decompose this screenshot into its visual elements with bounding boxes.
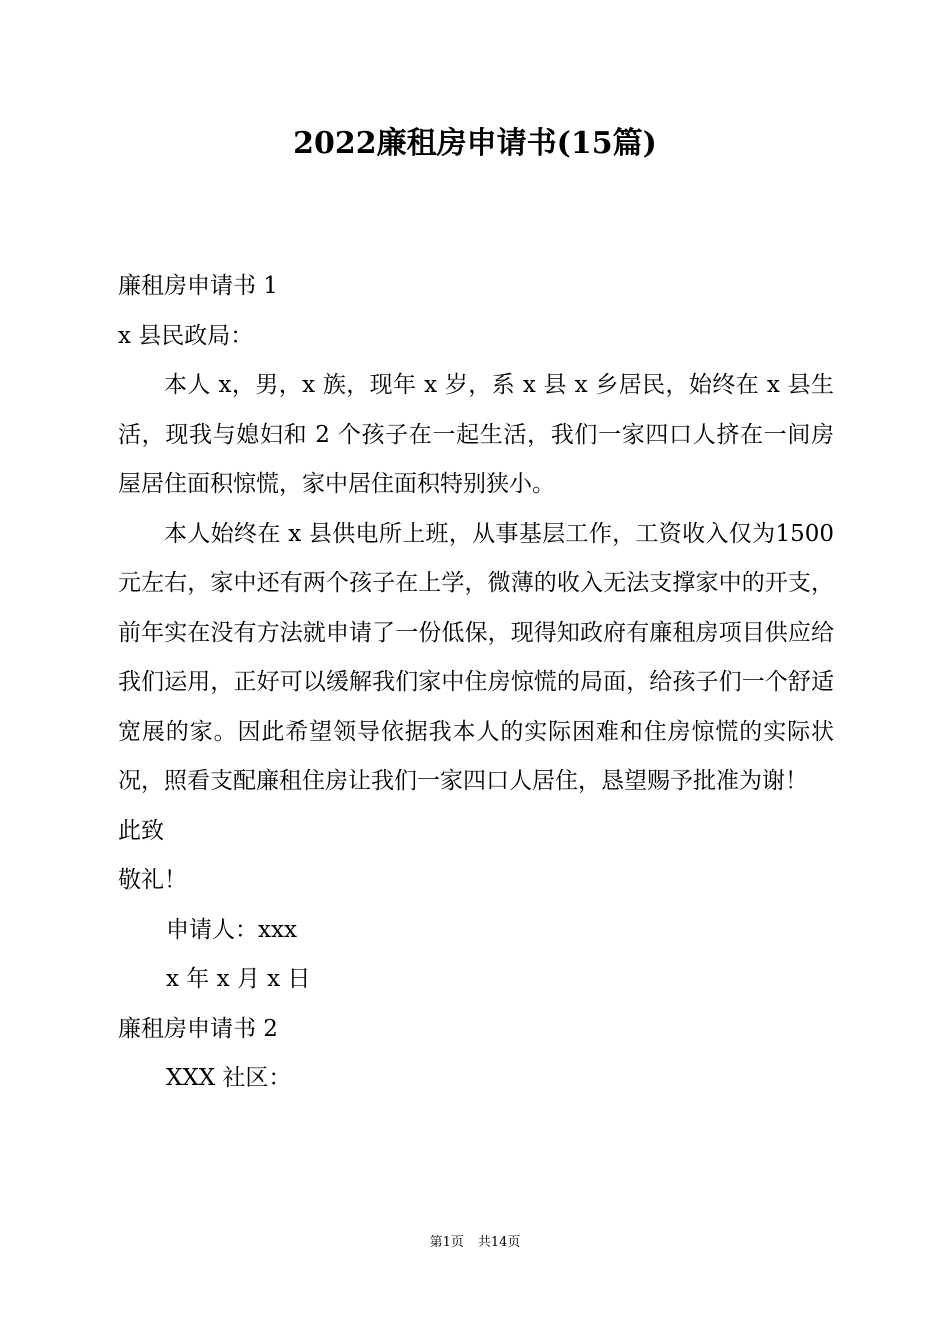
recipient-line-2: XXX 社区： — [166, 1065, 292, 1091]
page-title: 2022廉租房申请书(15篇) — [293, 126, 657, 161]
recipient-line-1: x 县民政局： — [118, 322, 254, 349]
paragraph-2: 本人始终在 x 县供电所上班，从事基层工作，工资收入仅为1500 元左右，家中还有两个孩子在上学，微薄的收入无法支撑家中的开支，前年实在没有方法就申请了一份低保，现得知政府有廉租房项目供应给我们运用，正好可以缓解我们家中住房惊慌的局面，给孩子们一个舒适宽展的家。因此希望领导依据我本人的实际困难和住房惊慌的实际状况，照看支配廉租住房让我们一家四口人居住，恳望赐予批准为谢！ — [118, 520, 834, 794]
section-heading-1: 廉租房申请书 1 — [118, 273, 278, 299]
page-footer — [0, 1233, 950, 1253]
page-total: 共14页 — [477, 1235, 521, 1250]
closing-line-2: 敬礼！ — [118, 867, 187, 893]
page-number: 第1页 — [429, 1235, 464, 1250]
document-body — [118, 262, 834, 1104]
paragraph-1: 本人 x，男，x 族，现年 x 岁，系 x 县 x 乡居民，始终在 x 县生活，现我与媳妇和 2 个孩子在一起生活，我们一家四口人挤在一间房屋居住面积惊慌，家中居住面积特别狭小。 — [118, 372, 834, 497]
closing-line-1: 此致 — [118, 817, 164, 844]
section-heading-2: 廉租房申请书 2 — [118, 1015, 278, 1042]
date-line: x 年 x 月 x 日 — [166, 966, 311, 992]
applicant-line: 申请人：xxx — [166, 916, 297, 943]
